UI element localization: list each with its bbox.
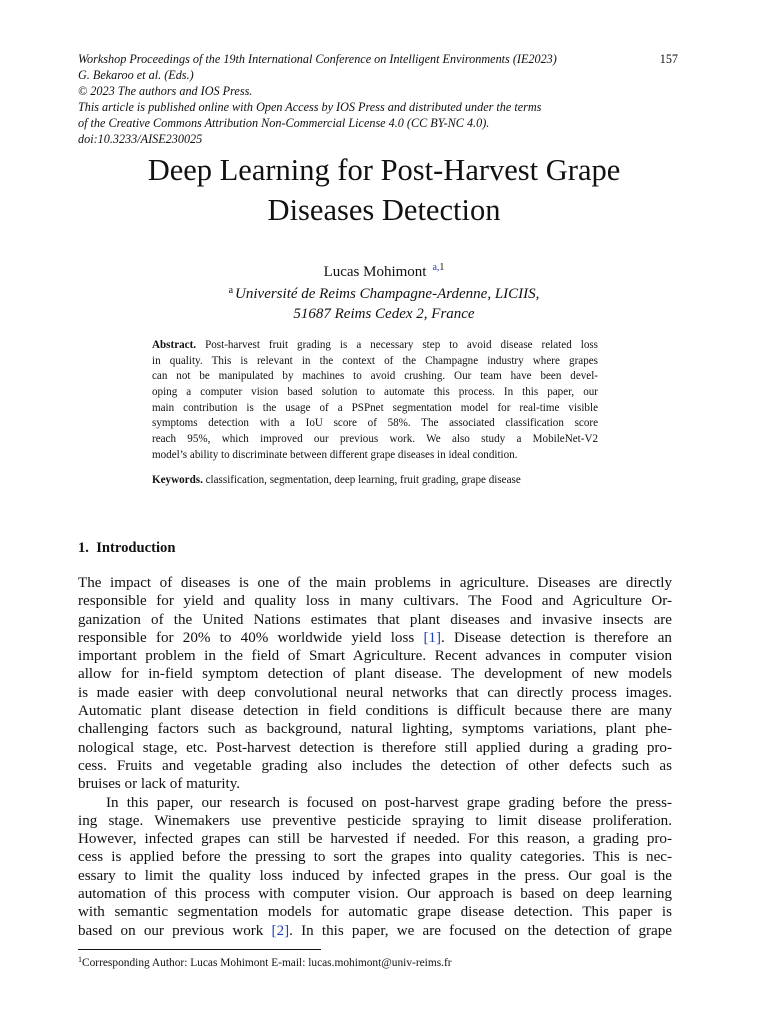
paper-title bbox=[0, 150, 768, 230]
page-number: 157 bbox=[659, 52, 678, 66]
abstract-line: oping a computer vision based solution to automate this process. In this paper, our bbox=[152, 385, 598, 398]
header-line: G. Bekaroo et al. (Eds.) bbox=[78, 67, 194, 82]
author-line bbox=[0, 258, 768, 282]
abstract-line: in quality. This is relevant in the context of the Champagne industry where grapes bbox=[152, 354, 598, 367]
body-line: The impact of diseases is one of the main problems in agriculture. Diseases are directly bbox=[78, 575, 672, 591]
abstract-line: reach 95%, which improved our previous work. We also study a MobileNet-V2 bbox=[152, 432, 598, 445]
footnote-number: 1 bbox=[78, 955, 82, 964]
body-line: with semantic segmentation models for automatic grape disease detection. This paper is bbox=[78, 904, 672, 921]
title-line: Deep Learning for Post-Harvest Grape bbox=[147, 153, 621, 187]
affiliation bbox=[0, 281, 768, 324]
abstract-line: model’s ability to discriminate between different grape diseases in ideal condition. bbox=[152, 448, 518, 461]
body-line: is made easier with deep convolutional neural networks that can directly process images. bbox=[78, 684, 672, 701]
section-title: Introduction bbox=[96, 540, 176, 556]
header-line: This article is published online with Open Access by IOS Press and distributed under the terms bbox=[78, 99, 542, 114]
paragraph-1 bbox=[78, 574, 672, 794]
body-line: cess is applied before the pressing to sort the grapes into quality categories. This is nec- bbox=[78, 849, 672, 866]
abstract-label: Abstract. bbox=[152, 339, 197, 351]
affiliation-line: 51687 Reims Cedex 2, France bbox=[293, 306, 475, 322]
affiliation-link[interactable]: a, bbox=[432, 262, 440, 273]
title-line: Diseases Detection bbox=[267, 193, 501, 227]
footnote-text: Corresponding Author: Lucas Mohimont E-mail: lucas.mohimont@univ-reims.fr bbox=[82, 957, 452, 969]
body-line: nological stage, etc. Post-harvest detection is therefore still applied during a grading pro- bbox=[78, 739, 672, 756]
body-line: essary to limit the quality loss induced by infected grapes in the press. Our goal is the bbox=[78, 867, 672, 884]
abstract-line: can not be manipulated by machines to avoid crushing. Our team have been devel- bbox=[152, 370, 598, 383]
body-line: responsible for yield and quality loss in many cultivars. The Food and Agriculture Or- bbox=[78, 593, 672, 610]
header-line: of the Creative Commons Attribution Non-Commercial License 4.0 (CC BY-NC 4.0). bbox=[78, 115, 490, 130]
affiliation-text: Université de Reims Champagne-Ardenne, LICIIS, bbox=[235, 286, 540, 302]
body-line bbox=[78, 922, 672, 940]
body-line: automation of this process with computer vision. Our approach is based on deep learning bbox=[78, 886, 672, 903]
section-number: 1. bbox=[78, 540, 89, 556]
body-line: However, infected grapes can still be harvested if needed. For this reason, a grading pro- bbox=[78, 831, 672, 848]
body-text bbox=[78, 574, 672, 940]
affiliation-line bbox=[0, 281, 768, 304]
abstract-line bbox=[152, 338, 598, 354]
footnote-rule bbox=[78, 949, 321, 950]
body-text-fragment: . Disease detection is therefore an bbox=[441, 629, 672, 646]
body-line bbox=[78, 629, 672, 647]
section-heading bbox=[78, 539, 175, 557]
header-line: Workshop Proceedings of the 19th International Conference on Intelligent Environments (IE2023) bbox=[78, 52, 557, 66]
author-name: Lucas Mohimont bbox=[323, 264, 427, 280]
body-line: bruises or lack of maturity. bbox=[78, 776, 241, 793]
body-line: ing stage. Winemakers use preventive pesticide spraying to limit disease proliferation. bbox=[78, 812, 672, 829]
body-text-fragment: responsible for 20% to 40% worldwide yield loss bbox=[78, 629, 424, 646]
body-text-fragment: based on our previous work bbox=[78, 922, 272, 939]
body-line: important problem in the field of Smart Agriculture. Recent advances in computer vision bbox=[78, 648, 672, 665]
affiliation-mark: a bbox=[228, 285, 234, 296]
doi-line: doi:10.3233/AISE230025 bbox=[78, 131, 203, 146]
body-line: ganization of the United Nations estimates that plant diseases and invasive insects are bbox=[78, 611, 672, 628]
author-marks bbox=[432, 262, 444, 273]
body-line: Automatic plant disease detection in field conditions is difficult because there are many bbox=[78, 703, 672, 720]
keywords-text: classification, segmentation, deep learning, fruit grading, grape disease bbox=[205, 474, 521, 486]
body-line: cess. Fruits and vegetable grading also includes the detection of other defects such as bbox=[78, 757, 672, 774]
keywords bbox=[152, 473, 622, 488]
abstract-text: Post-harvest fruit grading is a necessary step to avoid disease related loss bbox=[205, 339, 599, 351]
body-line: challenging factors such as background, natural lighting, symptoms variations, plant phe- bbox=[78, 721, 672, 738]
header-line: © 2023 The authors and IOS Press. bbox=[78, 83, 253, 98]
body-line: In this paper, our research is focused on post-harvest grape grading before the press- bbox=[106, 794, 672, 811]
paragraph-2 bbox=[78, 794, 672, 940]
citation-link[interactable]: [2] bbox=[271, 922, 290, 939]
citation-link[interactable]: [1] bbox=[423, 629, 442, 646]
body-text-fragment: . In this paper, we are focused on the detection of grape bbox=[289, 922, 673, 939]
footnote bbox=[78, 952, 452, 971]
footnote-mark: 1 bbox=[439, 262, 445, 273]
body-line: allow for in-field symptom detection of plant disease. The development of new models bbox=[78, 666, 672, 683]
publication-header bbox=[78, 52, 678, 147]
abstract bbox=[152, 338, 598, 463]
abstract-line: main contribution is the usage of a PSPnet segmentation model for real-time visible bbox=[152, 401, 598, 414]
keywords-label: Keywords. bbox=[152, 474, 203, 486]
abstract-line: symptoms detection with a IoU score of 58%. The associated classification score bbox=[152, 417, 598, 430]
